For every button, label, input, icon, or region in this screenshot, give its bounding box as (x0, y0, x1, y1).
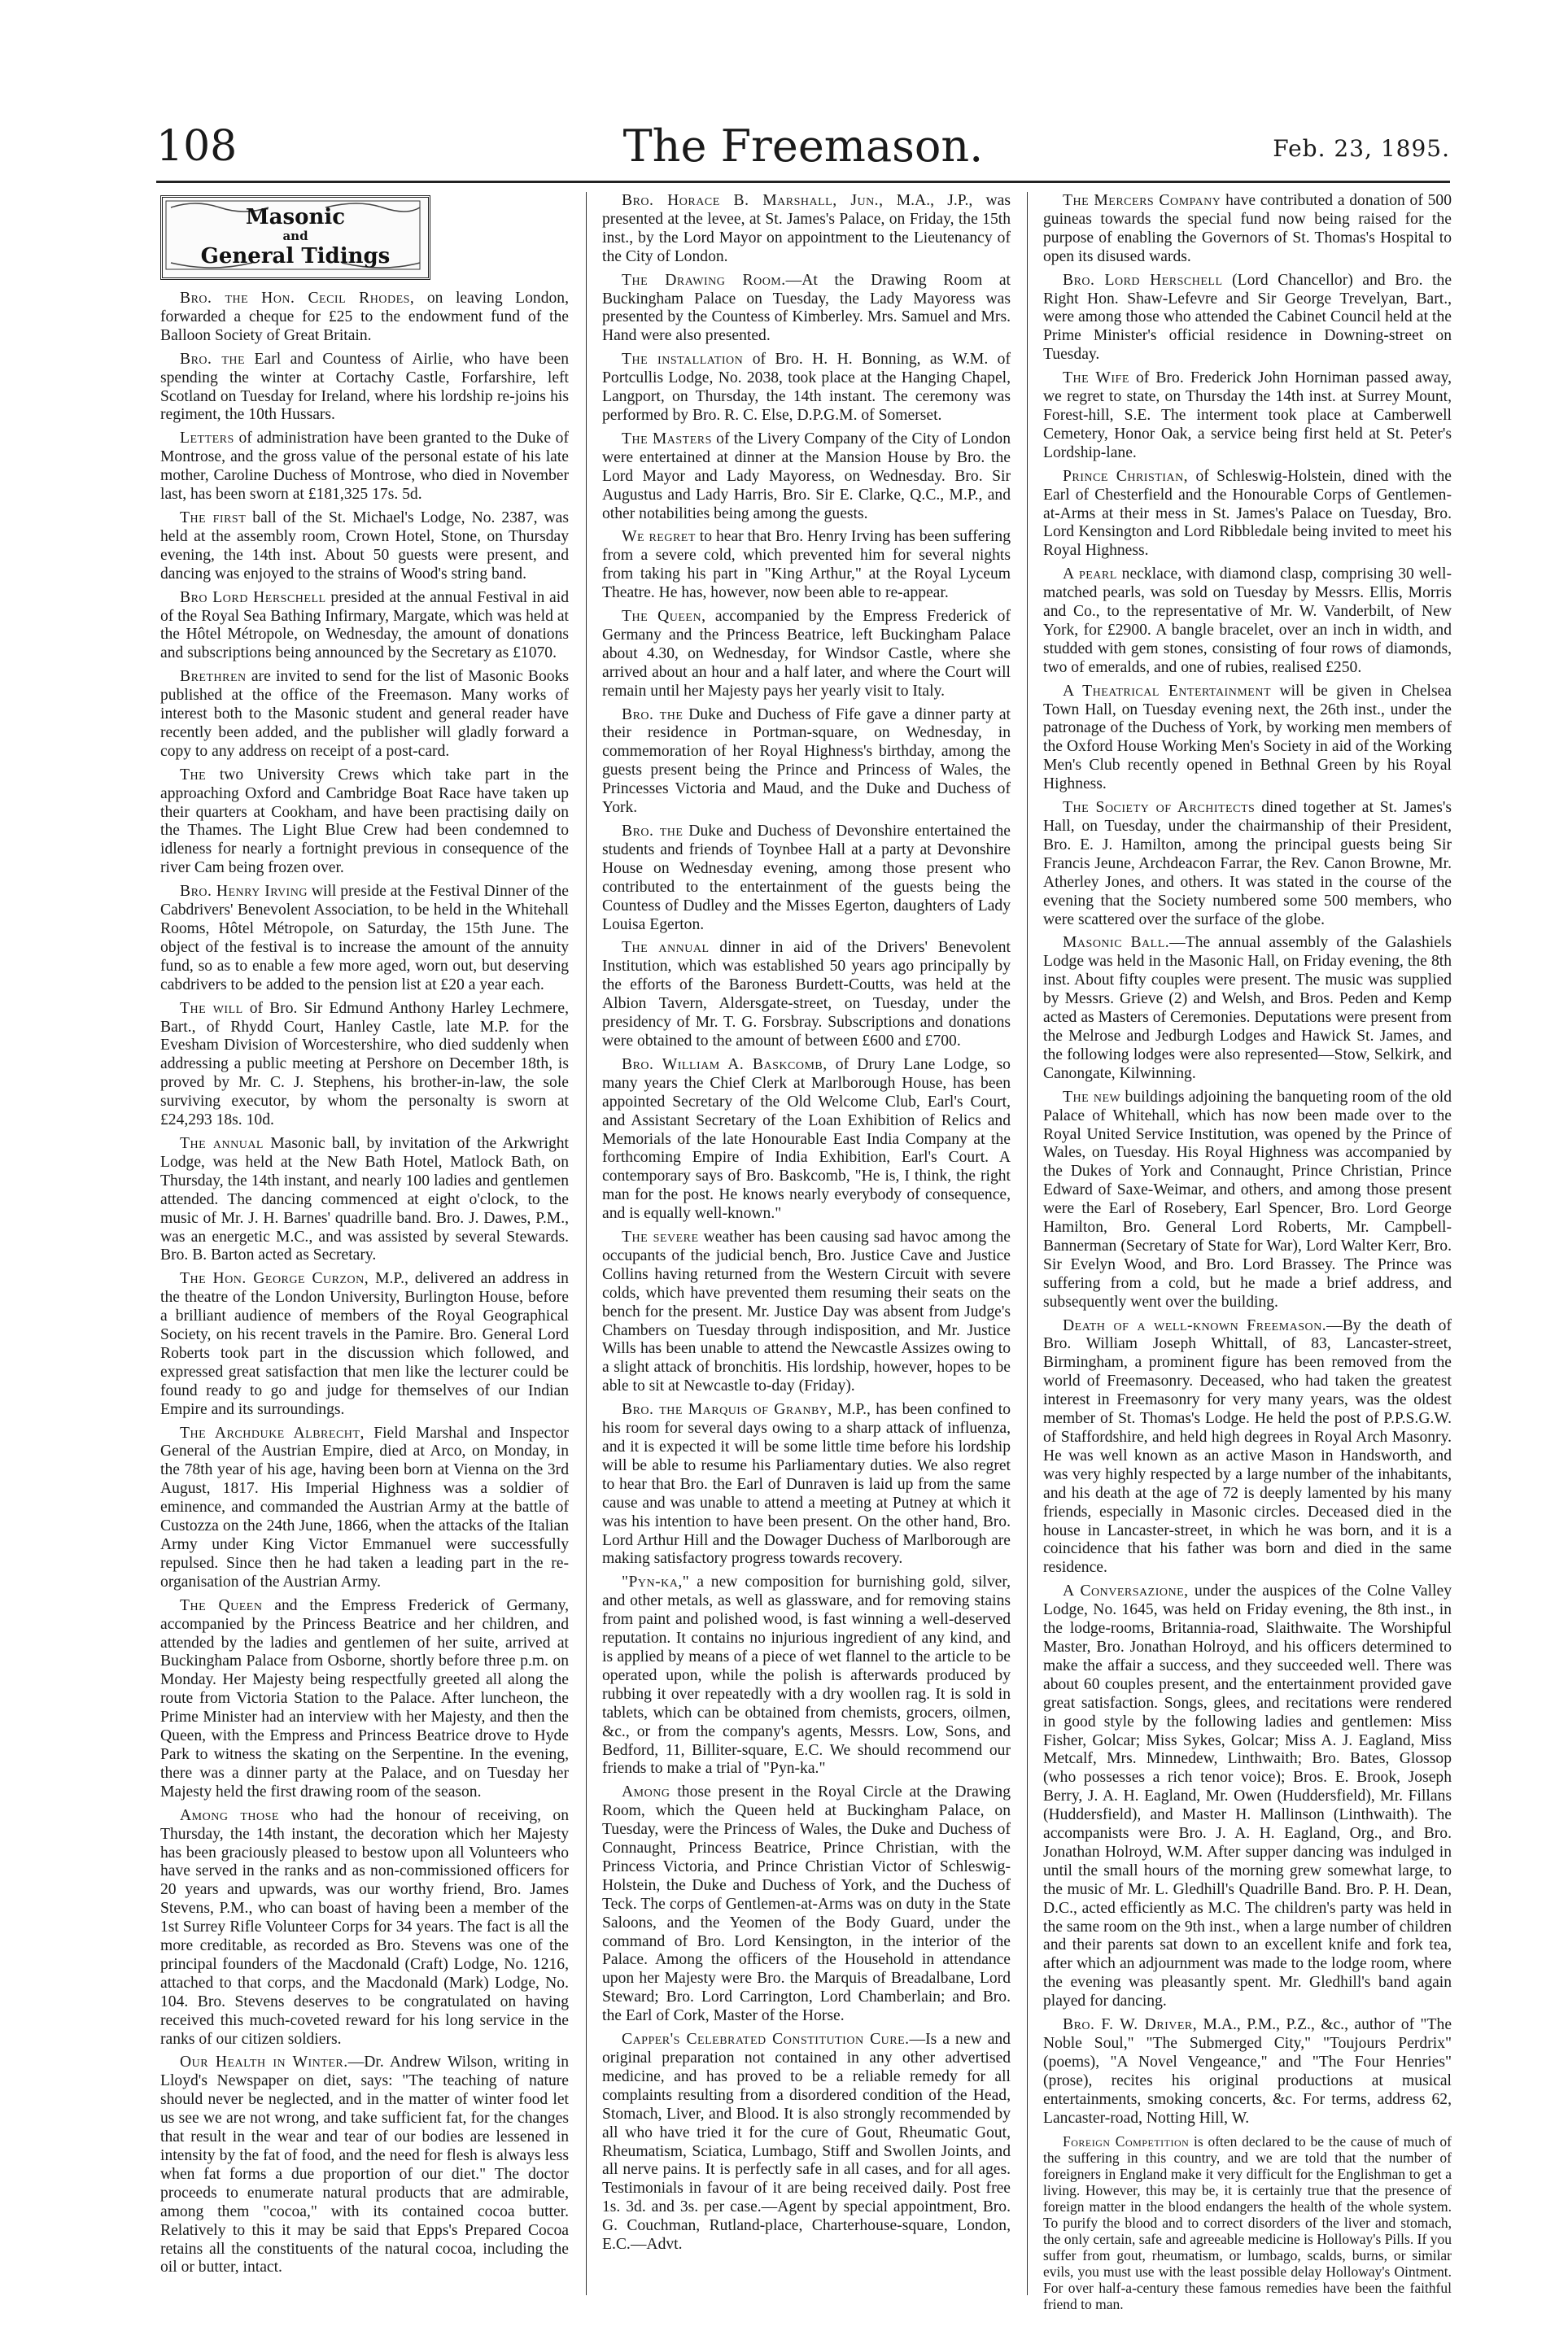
paragraph-lead: Our Health in Winter. (180, 2054, 348, 2071)
paragraph-body: Masonic ball, by invitation of the Arkwright Lodge, was held at the New Bath Hotel, Matlock Bath, on Thursday, the 14th instant, and nearly 100 ladies and gentlemen attended. The dancing commenced at eight o'clock, to the music of Mr. J. H. Barnes' quadrille band. Bro. J. Dawes, P.M., was an energetic M.C., and was assisted by several Stewards. Bro. B. Barton acted as Secretary. (160, 1134, 569, 1264)
paragraph-lead: Foreign Competition (1063, 2132, 1190, 2150)
paragraph-body: a new composition for burnishing gold, silver, and other metals, as well as glassware, and for removing stains from paint and polished wood, is fast winning a well-deserved reputation. It contains no injurious ingredient of any kind, and is applied by means of a piece of wet flannel to the article to be operated upon, while the polish is afterwards produced by rubbing it over repeatedly with a dry woollen rag. It is sold in tablets, which can be obtained from chemists, grocers, oilmen, &c., or from the company's agents, Messrs. Low, Sons, and Bedford, 11, Billiter-square, E.C. We should recommend our friends to make a trial of "Pyn-ka." (602, 1574, 1011, 1778)
paragraph-lead: Bro. Lord Herschell (1063, 271, 1223, 289)
news-paragraph (160, 668, 569, 762)
ornamental-heading-art (163, 198, 428, 277)
paragraph-lead: The Masters (622, 430, 712, 447)
news-paragraph (160, 589, 569, 664)
paragraph-body: of Drury Lane Lodge, so many years the Chief Clerk at Marlborough House, has been appointed Secretary of the Old Welcome Club, Earl's Court, and Assistant Secretary of the Loan Exhibition of Relics and Memorials of the late Honourable East India Company at the forthcoming Empire of India Exhibition, Earl's Court. A contemporary says of Bro. Baskcomb, "He is, I think, the right man for the post. He knows nearly everybody of consequence, and is equally well-known." (602, 1055, 1011, 1223)
paragraph-lead: The will (180, 999, 243, 1017)
paragraph-lead: Capper's Celebrated Constitution Cure. (622, 2031, 910, 2049)
paragraph-lead: We regret (622, 528, 696, 546)
paragraph-body: Field Marshal and Inspector General of the Austrian Empire, died at Arco, on Monday, in the 78th year of his age, having been born at Vienna on the 3rd August, 1817. His Imperial Highness was a soldier of eminence, and commanded the Austrian Army at the battle of Custozza on the 24th June, 1866, when the attacks of the Italian Army under King Victor Emmanuel were successfully repulsed. Since then he had taken a leading part in the re-organisation of the Austrian Army. (160, 1424, 569, 1591)
paragraph-body: dined together at St. James's Hall, on Tuesday, under the chairmanship of their President, Bro. E. J. Hamilton, among the principal guests being Sir Francis Jeune, Archdeacon Farrar, the Rev. Canon Browne, Mr. Atherley Jones, and others. It was stated in the course of the evening that the Society numbered some 500 members, who were scattered over the surface of the globe. (1043, 799, 1452, 928)
news-paragraph (1043, 565, 1452, 677)
paragraph-lead: The Wife (1063, 369, 1129, 387)
column-2-paragraphs (602, 192, 1011, 2255)
news-paragraph (160, 1425, 569, 1592)
paragraph-lead: Masonic Ball. (1063, 934, 1170, 952)
column-divider (586, 192, 587, 2295)
column-2 (602, 192, 1011, 2295)
paragraph-body: Duke and Duchess of Fife gave a dinner party at their residence in Portman-square, on Wednesday, in commemoration of her Royal Highness's birthday, among the guests present being the Prince and Princess of Wales, the Princesses Victoria and Maud, and the Duke and Duchess of York. (602, 705, 1011, 817)
paragraph-lead: The (180, 766, 207, 784)
paragraph-body: two University Crews which take part in the approaching Oxford and Cambridge Boat Race have taken up their quarters at Cookham, and have been practising daily on the Thames. The Light Blue Crew had been condemned to idleness for nearly a fortnight previous in consequence of the river Cam being frozen over. (160, 766, 569, 877)
news-paragraph (602, 1401, 1011, 1569)
paragraph-lead: Bro. the Hon. Cecil Rhodes, (180, 290, 415, 307)
paragraph-body: Earl and Countess of Airlie, who have been spending the winter at Cortachy Castle, Forfarshire, left Scotland on Tuesday for Ireland, where his lordship re-joins his regiment, the 10th Hussars. (160, 350, 569, 424)
news-paragraph (602, 939, 1011, 1050)
paragraph-lead: Bro. the (622, 823, 684, 840)
paragraph-lead: Bro. the (622, 705, 684, 723)
news-paragraph (1043, 1317, 1452, 1578)
paragraph-lead: The new (1063, 1088, 1121, 1106)
paragraph-lead: Bro. the Marquis of Granby, (622, 1401, 832, 1419)
paragraph-body: to hear that Bro. Henry Irving has been suffering from a severe cold, which prevented him for several nights from taking his part in "King Arthur," at the Royal Lyceum Theatre. He has, however, now been able to re-appear. (602, 528, 1011, 602)
news-paragraph (1043, 2016, 1452, 2128)
news-paragraph (160, 766, 569, 878)
paragraph-body: who had the honour of receiving, on Thursday, the 14th instant, the decoration which her Majesty has been graciously pleased to bestow upon all Volunteers who have served in the ranks and as non-commissioned officers for 20 years and upwards, was our worthy friend, Bro. James Stevens, P.M., who can boast of having been a member of the 1st Surrey Rifle Volunteer Corps for 34 years. The fact is all the more creditable, as recorded as Bro. Stevens was one of the principal founders of the Macdonald (Craft) Lodge, No. 1216, attached to that corps, and the Macdonald (Mark) Lodge, No. 104. Bro. Stevens deserves to be congratulated on having received this much-coveted reward for his long service in the ranks of our citizen soldiers. (160, 1806, 569, 2048)
paragraph-lead: Bro. F. W. Driver, (1063, 2016, 1198, 2034)
paragraph-body: will preside at the Festival Dinner of the Cabdrivers' Benevolent Association, to be held in the Whitehall Rooms, Hôtel Métropole, on Saturday, the 15th June. The object of the festival is to increase the amount of the annuity fund, so as to enable a few more aged, worn out, but deserving cabdrivers to be added to the pension list at £20 a year each. (160, 883, 570, 993)
paragraph-lead: The Society of Architects (1063, 799, 1256, 817)
paragraph-lead: Brethren (180, 668, 247, 686)
news-paragraph (160, 883, 569, 994)
paragraph-lead: A Conversazione, (1063, 1582, 1189, 1600)
news-paragraph (602, 1229, 1011, 1396)
heading-line-masonic: Masonic (245, 205, 346, 229)
news-paragraph (602, 1056, 1011, 1224)
column-1-paragraphs (160, 290, 569, 2277)
paragraph-lead: Among (622, 1783, 670, 1801)
news-paragraph (1043, 468, 1452, 561)
paragraph-body: buildings adjoining the banqueting room of the old Palace of Whitehall, which has now been made over to the Royal United Service Institution, was opened by the Prince of Wales, on Tuesday. His Royal Highness was accompanied by the Dukes of York and Connaught, Prince Christian, Prince Edward of Saxe-Weimar, and others, and among those present were the Earl of Rosebery, Earl Spencer, Bro. Lord George Hamilton, Bro. General Lord Roberts, Mr. Campbell-Bannerman (Secretary of State for War), Lord Walter Kerr, Bro. Sir Evelyn Wood, and Bro. Lord Brassey. The Prince was suffering from a cold, but he made a brief address, and subsequently went over the building. (1043, 1088, 1452, 1311)
paragraph-body: M.P., has been confined to his room for several days owing to a sharp attack of influenza, and it is expected it will be some little time before his lordship will be able to resume his Parliamentary duties. We also regret to hear that Bro. the Earl of Dunraven is laid up from the same cause and was unable to attend a meeting at Putney at which it was his intention to have been present. On the other hand, Bro. Lord Arthur Hill and the Dowager Duchess of Marlborough are making satisfactory progress towards recovery. (602, 1401, 1011, 1568)
paragraph-body: of Bro. Frederick John Horniman passed away, we regret to state, on Thursday the 14th inst. at Surrey Mount, Forest-hill, S.E. The interment took place at Camberwell Cemetery, Honor Oak, a service being first held at St. Peter's Lordship-lane. (1043, 369, 1452, 461)
paragraph-lead: Bro Lord Herschell (180, 588, 326, 606)
paragraph-lead: Bro. William A. Baskcomb, (622, 1055, 828, 1073)
news-paragraph (1043, 2133, 1452, 2312)
news-paragraph (602, 528, 1011, 603)
paragraph-body: necklace, with diamond clasp, comprising 30 well-matched pearls, was sold on Tuesday by Messrs. Ellis, Morris and Co., to the representative of Mr. W. Vanderbilt, of New York, for £2900. A bangle bracelet, over an inch in width, and studded with gem stones, consisting of four rows of diamonds, two of emeralds, and one of rubies, realised £250. (1043, 565, 1452, 676)
paragraph-body: weather has been causing sad havoc among the occupants of the judicial bench, Bro. Justice Cave and Justice Collins having returned from the Western Circuit with severe colds, which have prevented them resuming their seats on the bench for the present. Mr. Justice Day was absent from Judge's Chambers on Tuesday through indisposition, and Mr. Justice Wills has been unable to attend the Newcastle Assizes owing to a slight attack of bronchitis. His lordship, however, hopes to be able to sit at Newcastle to-day (Friday). (602, 1229, 1011, 1395)
paragraph-body: —The annual assembly of the Galashiels Lodge was held in the Masonic Hall, on Friday evening, the 8th inst. About fifty couples were present. The music was supplied by Messrs. Grieve (2) and Welsh, and Bros. Peden and Kemp acted as Masters of Ceremonies. Deputations were present from the Melrose and Jedburgh Lodges and Hawick St. James, and the following lodges were also represented—Stow, Selkirk, and Canongate, Kilwinning. (1043, 934, 1452, 1082)
paragraph-body: of Bro. Sir Edmund Anthony Harley Lechmere, Bart., of Rhydd Court, Hanley Castle, late M.P. for the Evesham Division of Worcestershire, who died suddenly when addressing a public meeting at Pershore on December 18th, is proved by Mr. C. J. Stephens, his brother-in-law, the sole surviving executor, by whom the personalty is sworn at £24,293 18s. 10d. (160, 999, 569, 1129)
paragraph-body: (Lord Chancellor) and Bro. the Right Hon. Shaw-Lefevre and Sir George Trevelyan, Bart., were among those who attended the Cabinet Council held at the Prime Minister's official residence in Downing-street on Tuesday. (1043, 271, 1452, 364)
news-paragraph (602, 351, 1011, 426)
paragraph-body: under the auspices of the Colne Valley Lodge, No. 1645, was held on Friday evening, the 8th inst., in the lodge-rooms, Britannia-road, Slaithwaite. The Worshipful Master, Bro. Jonathan Holroyd, and his officers determined to make the affair a success, and they succeeded well. There was about 60 couples present, and the entertainment provided gave great satisfaction. Songs, glees, and recitations were rendered in good style by the following ladies and gentlemen: Miss Fisher, Golcar; Miss Sykes, Golcar; Miss A. J. Eagland, Miss Metcalf, Mrs. Minnedew, Linthwaith; Bro. Bates, Glossop (who possesses a rich tenor voice); Bros. E. Brook, Joseph Berry, J. A. H. Eagland, Mr. Owen (Huddersfield), Mr. Fillans (Huddersfield), and Master H. Mallinson (Linthwaith). The accompanists were Bro. J. A. H. Eagland, Org., and Bro. Jonathan Holroyd, W.M. After supper dancing was indulged in until the small hours of the morning grew somewhat large, to the music of Mr. L. Gledhill's Quadrille Band. Bro. P. H. Dean, D.C., acted efficiently as M.C. The children's party was held in the same room on the 9th inst., when a large number of children and their parents sat down to an excellent knife and fork tea, after which an adjournment was made to the lodge room, where the evening was pleasantly spent. Mr. Gledhill's band again played for dancing. (1043, 1582, 1452, 2010)
column-divider (1027, 192, 1028, 2295)
paragraph-body: —Is a new and original preparation not contained in any other advertised medicine, and has proved to be a reliable remedy for all complaints resulting from a disordered condition of the Head, Stomach, Liver, and Blood. It is also strongly recommended by all who have tried it for the cure of Gout, Rheumatic Gout, Rheumatism, Sciatica, Lumbago, Stiff and Swollen Joints, and all nerve pains. It is perfectly safe in all cases, and for all ages. Testimonials in favour of it are being received daily. Post free 1s. 3d. and 3s. per case.—Agent by special appointment, Bro. G. Couchman, Rutland-place, Charterhouse-square, London, E.C.—Advt. (602, 2031, 1011, 2254)
news-paragraph (160, 351, 569, 426)
paragraph-lead: Among those (180, 1806, 279, 1824)
news-paragraph (602, 706, 1011, 818)
page-number: 108 (156, 122, 238, 171)
column-1 (160, 192, 569, 2295)
news-paragraph (1043, 369, 1452, 463)
news-paragraph (1043, 1582, 1452, 2011)
news-paragraph (160, 1135, 569, 1265)
news-paragraph (602, 823, 1011, 934)
paragraph-lead: The Archduke Albrecht, (180, 1424, 365, 1442)
issue-date: Feb. 23, 1895. (1273, 135, 1450, 162)
news-paragraph (602, 192, 1011, 267)
paragraph-body: is often declared to be the cause of much of the suffering in this country, and we are told that the number of foreigners in England make it very difficult for the Englishman to get a living. However, this may be, it is certainly true that the presence of foreign matter in the blood endangers the health of the whole system. To purify the blood and to correct disorders of the liver and stomach, the only certain, safe and agreeable medicine is Holloway's Pills. If you suffer from gout, rheumatism, or lumbago, scalds, burns, or similar evils, you must use with the least possible delay Holloway's Ointment. For over half-a-century these famous remedies have been the faithful friend to man. (1043, 2132, 1452, 2312)
news-paragraph (160, 1597, 569, 1802)
paragraph-lead: The first (180, 509, 247, 526)
news-paragraph (1043, 192, 1452, 267)
news-paragraph (602, 1783, 1011, 2026)
paragraph-body: Duke and Duchess of Devonshire entertained the students and friends of Toynbee Hall at a party at Devonshire House on Wednesday evening, among those present who contributed to the entertainment of the guests being the Countess of Dudley and the Misses Egerton, daughters of Lady Louisa Egerton. (602, 823, 1011, 933)
paragraph-body: —Dr. Andrew Wilson, writing in Lloyd's Newspaper on diet, says: "The teaching of nature should never be neglected, and in the matter of winter food let us see we are not wrong, and take sufficient fat, for the changes that result in the wear and tear of our bodies are lessened in intensity by the fat of food, and the need for flesh is always less when fat forms a due proportion of our diet." The doctor proceeds to enumerate natural products that are admirable, among them "cocoa," with its contained cocoa butter. Relatively to this it may be said that Epps's Prepared Cocoa retains all the constituents of the natural cocoa, including the oil or butter, intact. (160, 2054, 569, 2276)
news-paragraph (602, 2031, 1011, 2255)
paragraph-body: on leaving London, forwarded a cheque for £25 to the endowment fund of the Balloon Society of Great Britain. (160, 290, 569, 344)
paragraph-body: are invited to send for the list of Masonic Books published at the office of the Freemason. Many works of interest both to the Masonic student and general reader have recently been added, and the publisher will gladly forward a copy to any address on receipt of a post-card. (160, 668, 569, 760)
paragraph-body: M.A., P.M., P.Z., &c., author of "The Noble Soul," "The Submerged City," "Toujours Perdrix" (poems), "A Novel Vengeance," and "The Four Henries" (prose), recites his original productions at musical entertainments, smoking concerts, &c. For terms, address 62, Lancaster-road, Notting Hill, W. (1043, 2016, 1452, 2127)
news-paragraph (602, 272, 1011, 347)
news-paragraph (160, 1000, 569, 1130)
paragraph-lead: Death of a well-known Freemason. (1063, 1316, 1327, 1334)
news-paragraph (1043, 683, 1452, 794)
news-paragraph (602, 1574, 1011, 1779)
paragraph-body: of Bro. H. H. Bonning, as W.M. of Portcullis Lodge, No. 2038, took place at the Hanging Chapel, Langport, on Thursday, the 14th instant. The ceremony was performed by Bro. R. C. Else, D.P.G.M. of Somerset. (602, 351, 1011, 424)
column-3-paragraphs (1043, 192, 1452, 2312)
paragraph-lead: Bro. Horace B. Marshall, Jun., (622, 192, 884, 209)
paragraph-lead: The installation (622, 351, 744, 369)
paragraph-lead: A pearl (1063, 565, 1117, 583)
masthead (156, 122, 1450, 179)
paragraph-body: of the Livery Company of the City of London were entertained at dinner at the Mansion House by Bro. the Lord Mayor and Lady Mayoress, on Wednesday. Bro. Sir Augustus and Lady Harris, Bro. Sir E. Clarke, Q.C., M.P., and other notabilities being among the guests. (602, 430, 1011, 522)
news-paragraph (160, 430, 569, 504)
paragraph-lead: The Queen, (622, 608, 706, 626)
paragraph-lead: The Hon. George Curzon, (180, 1270, 369, 1288)
news-paragraph (602, 608, 1011, 701)
paragraph-body: presided at the annual Festival in aid of the Royal Sea Bathing Infirmary, Margate, which was held at the Hôtel Métropole, on Wednesday, the amount of donations and subscriptions being announced by the Secretary as £1070. (160, 588, 569, 662)
paragraph-body: will be given in Chelsea Town Hall, on Tuesday evening next, the 26th inst., under the patronage of the Duchess of York, by working men members of the Oxford House Working Men's Society in aid of the Working Men's Club recently opened in Bethnal Green by his Royal Highness. (1043, 682, 1452, 793)
paragraph-body: accompanied by the Empress Frederick of Germany and the Princess Beatrice, left Buckingham Palace about 4.30, on Wednesday, for Windsor Castle, where she arrived about an hour and a half later, and where the Court will remain until her Majesty pays her yearly visit to Italy. (602, 608, 1011, 700)
paragraph-lead: "Pyn-ka," (622, 1574, 690, 1591)
paragraph-body: M.A., J.P., was presented at the levee, at St. James's Palace, on Friday, the 15th inst., by the Lord Mayor on appointment to the Lieutenancy of the City of London. (602, 192, 1011, 265)
paragraph-lead: The annual (180, 1134, 264, 1152)
news-paragraph (1043, 799, 1452, 929)
news-paragraph (160, 1270, 569, 1419)
paragraph-body: and the Empress Frederick of Germany, accompanied by the Princess Beatrice and her children, and attended by the ladies and gentlemen of her suite, arrived at Buckingham Palace from Osborne, shortly before three p.m. on Monday. Her Majesty being respectfully greeted all along the route from Victoria Station to the Palace. After luncheon, the Prime Minister had an interview with her Majesty, and then the Queen, with the Empress and Princess Beatrice drove to Hyde Park to witness the skating on the Serpentine. In the evening, there was a dinner party at the Palace, and on Tuesday her Majesty held the first drawing room of the season. (160, 1596, 569, 1801)
paragraph-body: those present in the Royal Circle at the Drawing Room, which the Queen held at Buckingham Palace, on Tuesday, were the Princess of Wales, the Duke and Duchess of Connaught, Princess Beatrice, Prince Christian, with the Princess Victoria, and Prince Christian Victor of Schleswig-Holstein, the Duke and Duchess of York, and the Duchess of Teck. The corps of Gentlemen-at-Arms was on duty in the State Saloons, and the Yeomen of the Body Guard, under the command of Bro. Lord Kensington, in the interior of the Palace. Among the officers of the Household in attendance upon her Majesty were Bro. the Marquis of Breadalbane, Lord Steward; Bro. Lord Carrington, Lord Chamberlain; and Bro. the Earl of Cork, Master of the Horse. (602, 1783, 1011, 2025)
paragraph-lead: A Theatrical Entertainment (1063, 682, 1271, 700)
news-paragraph (160, 2054, 569, 2277)
paragraph-lead: Letters (180, 430, 234, 447)
paragraph-body: of administration have been granted to the Duke of Montrose, and the gross value of the personal estate of his late mother, Caroline Duchess of Montrose, who died in November last, has been sworn at £181,325 17s. 5d. (160, 430, 569, 504)
paragraph-lead: The Queen (180, 1596, 263, 1614)
heading-line-general-tidings: General Tidings (200, 244, 391, 268)
news-paragraph (160, 1807, 569, 2049)
column-3 (1043, 192, 1452, 2312)
paragraph-body: dinner in aid of the Drivers' Benevolent Institution, which was established 50 years ago principally by the efforts of the Baroness Burdett-Coutts, was held at the Albion Tavern, Aldersgate-street, on Tuesday, under the presidency of Mr. T. G. Forsbray. Subscriptions and donations were obtained to the amount of between £600 and £700. (602, 939, 1011, 1050)
paragraph-body: —At the Drawing Room at Buckingham Palace on Tuesday, the Lady Mayoress was presented by the Countess of Kimberley. Mrs. Samuel and Mrs. Hand were also presented. (602, 271, 1011, 345)
news-paragraph (1043, 1089, 1452, 1312)
paragraph-lead: Prince Christian, (1063, 467, 1189, 485)
heading-line-and: and (282, 229, 308, 243)
paragraph-body: have contributed a donation of 500 guineas towards the special fund now being raised for the purpose of enabling the Governors of St. Thomas's Hospital to open its disused wards. (1043, 192, 1452, 265)
paragraph-lead: The annual (622, 939, 710, 957)
paragraph-body: ball of the St. Michael's Lodge, No. 2387, was held at the assembly room, Crown Hotel, Stone, on Thursday evening, the 14th inst. About 50 guests were present, and dancing was enjoyed to the strains of Wood's string band. (160, 509, 569, 583)
paragraph-lead: Bro. the (180, 350, 246, 368)
paragraph-lead: Bro. Henry Irving (180, 883, 308, 901)
paragraph-body: M.P., delivered an address in the theatre of the London University, Burlington House, before a brilliant audience of members of the Royal Geographical Society, on his recent travels in the Pamire. Bro. General Lord Roberts took part in the discussion which followed, and expressed great satisfaction that men like the lecturer could be found ready to go and judge for themselves of our Indian Empire and its surroundings. (160, 1270, 569, 1418)
paragraph-lead: The Drawing Room. (622, 271, 786, 289)
publication-title: The Freemason. (622, 120, 984, 172)
paragraph-lead: The severe (622, 1229, 699, 1246)
paragraph-body: —By the death of Bro. William Joseph Whittall, of 83, Lancaster-street, Birmingham, a prominent figure has been removed from the world of Freemasonry. Deceased, who had taken the greatest interest in Freemasonry for very many years, was the oldest member of St. Thomas's Lodge. He held the post of P.P.S.G.W. of Staffordshire, and held high degrees in Royal Arch Masonry. He was well known as an active Mason in Handsworth, and was very highly respected by a large number of the inhabitants, and his death at the age of 72 is deeply lamented by his many friends, especially in Masonic circles. Deceased died in the house in Lancaster-street, in which he was born, and it is a coincidence that his father was born and died in the same residence. (1043, 1316, 1452, 1577)
news-paragraph (602, 430, 1011, 524)
paragraph-body: of Schleswig-Holstein, dined with the Earl of Chesterfield and the Honourable Corps of Gentlemen-at-Arms at their mess in St. James's Palace on Tuesday, Bro. Lord Kensington and Lord Ribbledale being invited to meet his Royal Highness. (1043, 467, 1452, 560)
section-heading-ornament (160, 195, 430, 280)
paragraph-lead: The Mercers Company (1063, 192, 1221, 209)
masthead-rule (156, 181, 1450, 183)
news-paragraph (160, 290, 569, 346)
news-paragraph (1043, 272, 1452, 365)
news-paragraph (1043, 934, 1452, 1083)
news-paragraph (160, 509, 569, 584)
